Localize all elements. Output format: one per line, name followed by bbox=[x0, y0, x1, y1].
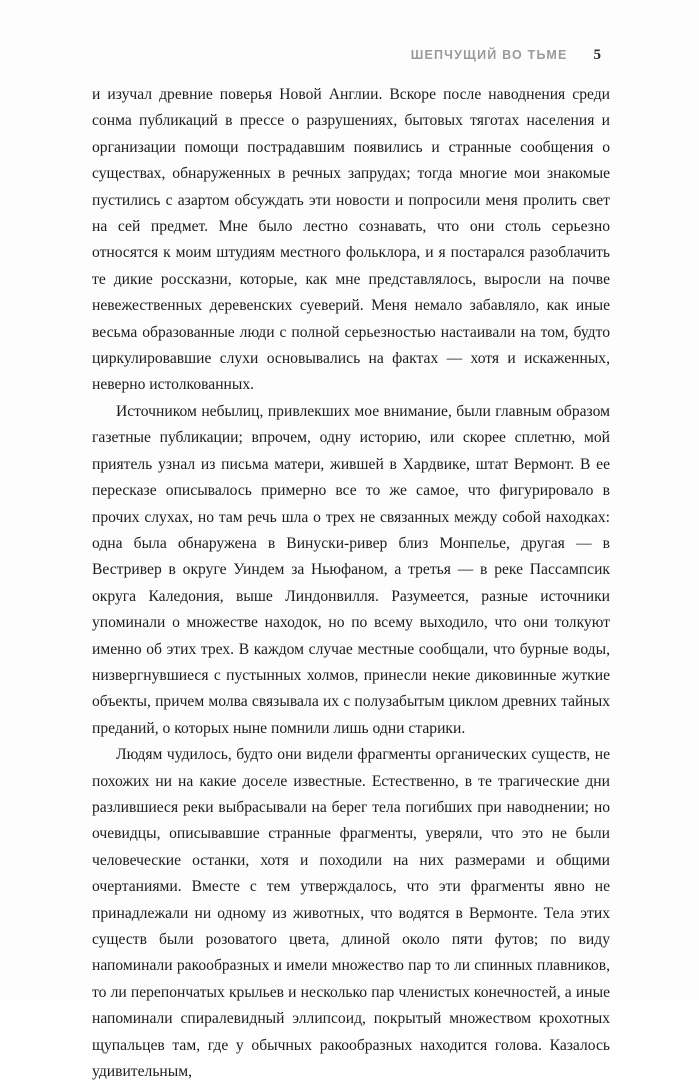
paragraph: Людям чудилось, будто они видели фрагменты органических существ, не похожих ни на какие доселе известные. Естественно, в те трагические дни разлившиеся реки выбрасывали на берег тела погибших при наводнении; но очевидцы, описывавшие странные фрагменты, уверяли, что это не были человеческие останки, хотя и походили на них размерами и общими очертаниями. Вместе с тем утверждалось, что эти фрагменты явно не принадлежали ни одному из животных, что водятся в Вермонте. Тела этих существ были розоватого цвета, длиной около пяти футов; по виду напоминали ракообразных и имели множество пар то ли спинных плавников, то ли перепончатых крыльев и несколько пар членистых конечностей, а иные напоминали спиралевидный эллипсоид, покрытый множеством крохотных щупальцев там, где у обычных ракообразных находится голова. Казалось удивительным, bbox=[92, 746, 610, 1081]
page-number: 5 bbox=[593, 47, 601, 63]
paragraph: и изучал древние поверья Новой Англии. Вскоре после наводнения среди сонма публикаций в прессе о разрушениях, бытовых тяготах населения и организации помощи пострадавшим появились и странные сообщения о существах, обнаруженных в речных запрудах; тогда многие мои знакомые пустились с азартом обсуждать эти новости и попросили меня пролить свет на сей предмет. Мне было лестно сознавать, что они столь серьезно относятся к моим штудиям местного фольклора, и я постарался разоблачить те дикие россказни, которые, как мне представлялось, выросли на почве невежественных деревенских суеверий. Меня немало забавляло, как иные весьма образованные люди с полной серьезностью настаивали на том, будто циркулировавшие слухи основывались на фактах — хотя и искаженных, неверно истолкованных. bbox=[92, 86, 610, 394]
running-head bbox=[411, 47, 601, 67]
body-text bbox=[92, 82, 610, 1085]
paragraph: Источником небылиц, привлекших мое внимание, были главным образом газетные публикации; впрочем, одну историю, или скорее сплетню, мой приятель узнал из письма матери, жившей в Хардвике, штат Вермонт. В ее пересказе описывалось примерно все то же самое, что фигурировало в прочих слухах, но там речь шла о трех не связанных между собой находках: одна была обнаружена в Винуски-ривер близ Монпелье, другая — в Вестривер в округе Уиндем за Ньюфаном, а третья — в реке Пассампсик округа Каледония, выше Линдонвилля. Разумеется, разные источники упоминали о множестве находок, но по всему выходило, что они толкуют именно об этих трех. В каждом случае местные сообщали, что бурные воды, низвергнувшиеся с пустынных холмов, принесли некие диковинные жуткие объекты, причем молва связывала их с полузабытым циклом древних тайных преданий, о которых ныне помнили лишь одни старики. bbox=[92, 402, 610, 737]
running-title: ШЕПЧУЩИЙ ВО ТЬМЕ bbox=[410, 48, 568, 62]
